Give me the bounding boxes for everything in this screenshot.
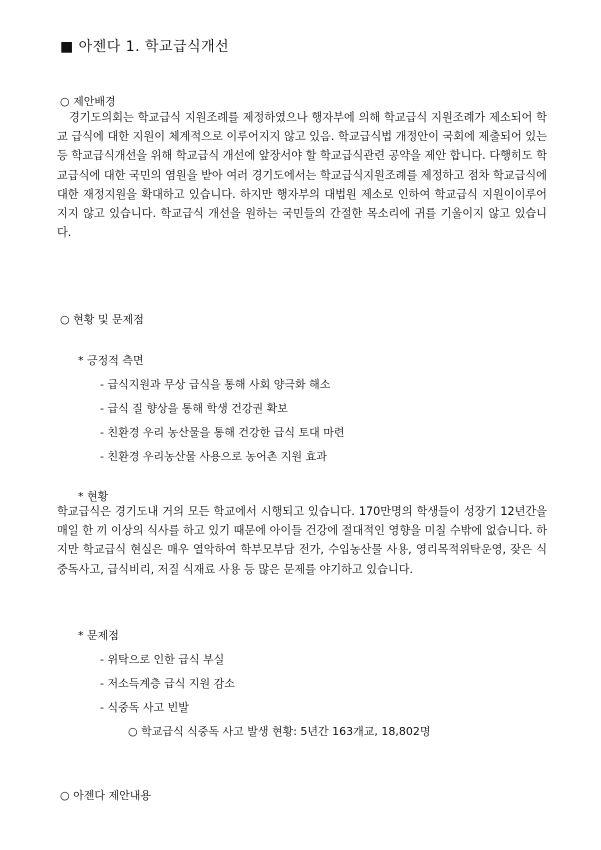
- background-paragraph: 경기도의회는 학교급식 지원조례를 제정하였으나 행자부에 의해 학교급식 지원조례가 제소되어 학교 급식에 대한 지원이 체계적으로 이루어지지 않고 있음. 학교급식법 개정안이 국회에 제출되어 있는 등 학교급식개선을 위해 학교급식 개선에 앞장서야 할 학교급식관련 공약을 제안 합니다. 다행히도 학교급식에 대한 국민의 염원을 받아 여러 경기도에서는 학교급식지원조례를 제정하고 점차 학교급식에 대한 재정지원을 확대하고 있습니다. 하지만 행자부의 대법원 제소로 인하여 학교급식 지원이이루어지지 않고 있습니다. 학교급식 개선을 원하는 국민들의 간절한 목소리에 귀를 기울이지 않고 있습니다.: [57, 111, 547, 240]
- current-heading: * 현황: [78, 490, 109, 503]
- background-heading: ○ 제안배경: [60, 95, 116, 108]
- problems-heading: * 문제점: [78, 629, 119, 642]
- problem-item: - 저소득계층 급식 지원 감소: [100, 677, 235, 690]
- status-heading: ○ 현황 및 문제점: [60, 313, 144, 326]
- positive-item: - 친환경 우리 농산물을 통해 건강한 급식 토대 마련: [100, 426, 345, 439]
- positive-item: - 친환경 우리농산물 사용으로 농어촌 지원 효과: [100, 450, 327, 463]
- problem-item: - 위탁으로 인한 급식 부실: [100, 653, 225, 666]
- positive-item: - 급식지원과 무상 급식을 통해 사회 양극화 해소: [100, 378, 331, 391]
- page-title: ■ 아젠다 1. 학교급식개선: [60, 39, 230, 55]
- problem-item: - 식중독 사고 빈발: [100, 701, 189, 714]
- current-paragraph: 학교급식은 경기도내 거의 모든 학교에서 시행되고 있습니다. 170만명의 학생들이 성장기 12년간을 매일 한 끼 이상의 식사를 하고 있기 때문에 아이들 건강에 절대적인 영향을 미칠 수밖에 없습니다. 하지만 학교급식 현실은 매우 열악하여 학부모부담 전가, 수입농산물 사용, 영리목적위탁운영, 잦은 식중독사고, 급식비리, 저질 식재료 사용 등 많은 문제를 야기하고 있습니다.: [57, 505, 547, 576]
- food-poisoning-stat: ○ 학교급식 식중독 사고 발생 현황: 5년간 163개교, 18,802명: [128, 725, 431, 738]
- positive-item: - 급식 질 향상을 통해 학생 건강권 확보: [100, 402, 288, 415]
- proposal-heading: ○ 아젠다 제안내용: [60, 789, 151, 802]
- positive-heading: * 긍정적 측면: [78, 354, 144, 367]
